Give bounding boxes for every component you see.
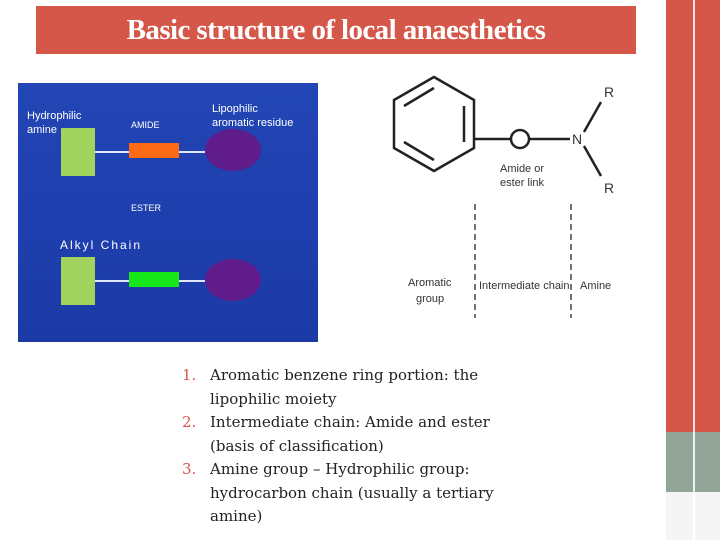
left-structure-figure — [18, 83, 318, 342]
alkyl-chain-label: Alkyl Chain — [60, 238, 143, 252]
ester-label: ESTER — [131, 203, 162, 213]
list-number: 2. — [182, 413, 197, 431]
benzene-ring — [394, 77, 474, 171]
list-text: Aromatic benzene ring portion: the lipophilic moiety — [210, 366, 479, 408]
nitrogen-r-top-bond — [584, 102, 601, 132]
amide-bar — [129, 143, 179, 158]
side-divider-line — [693, 0, 695, 540]
link-label-line2: ester link — [500, 177, 545, 189]
slide-title: Basic structure of local anaesthetics — [126, 13, 546, 46]
list-text: Amine group – Hydrophilic group: hydrocarbon chain (usually a tertiary amine) — [210, 460, 494, 525]
link-label-line1: Amide or — [500, 163, 545, 175]
amine-block-top — [61, 128, 95, 176]
list-item — [182, 364, 532, 411]
title-bar — [36, 6, 636, 54]
aromatic-link-line-bottom — [179, 280, 205, 282]
aromatic-group-label-line1: Aromatic — [408, 277, 452, 289]
amine-label: Amine — [580, 280, 612, 292]
amide-label: AMIDE — [131, 120, 160, 130]
lipophilic-label-line2: aromatic residue — [212, 117, 294, 129]
aromatic-oval-top — [205, 129, 261, 171]
r-bottom-label: R — [604, 180, 615, 196]
aromatic-oval-bottom — [205, 259, 261, 301]
r-top-label: R — [604, 84, 615, 100]
lipophilic-label-line1: Lipophilic — [212, 103, 258, 115]
list-item — [182, 411, 532, 458]
nitrogen-r-bottom-bond — [584, 146, 601, 176]
link-circle — [511, 130, 529, 148]
list-item — [182, 458, 532, 529]
list-number: 1. — [182, 366, 197, 384]
hydrophilic-label-line1: Hydrophilic — [27, 110, 82, 122]
intermediate-chain-label: Intermediate chain — [479, 280, 570, 292]
aromatic-group-label-line2: group — [416, 293, 445, 305]
amine-link-line-bottom — [95, 280, 129, 282]
hydrophilic-label-line2: amine — [27, 124, 57, 136]
nitrogen-label: N — [572, 131, 583, 147]
amine-link-line-top — [95, 151, 129, 153]
list-number: 3. — [182, 460, 197, 478]
structure-points-list — [182, 364, 532, 529]
right-structure-figure — [380, 66, 654, 328]
list-text: Intermediate chain: Amide and ester (basis of classification) — [210, 413, 490, 455]
aromatic-link-line-top — [179, 151, 205, 153]
amine-block-bottom — [61, 257, 95, 305]
ester-bar — [129, 272, 179, 287]
